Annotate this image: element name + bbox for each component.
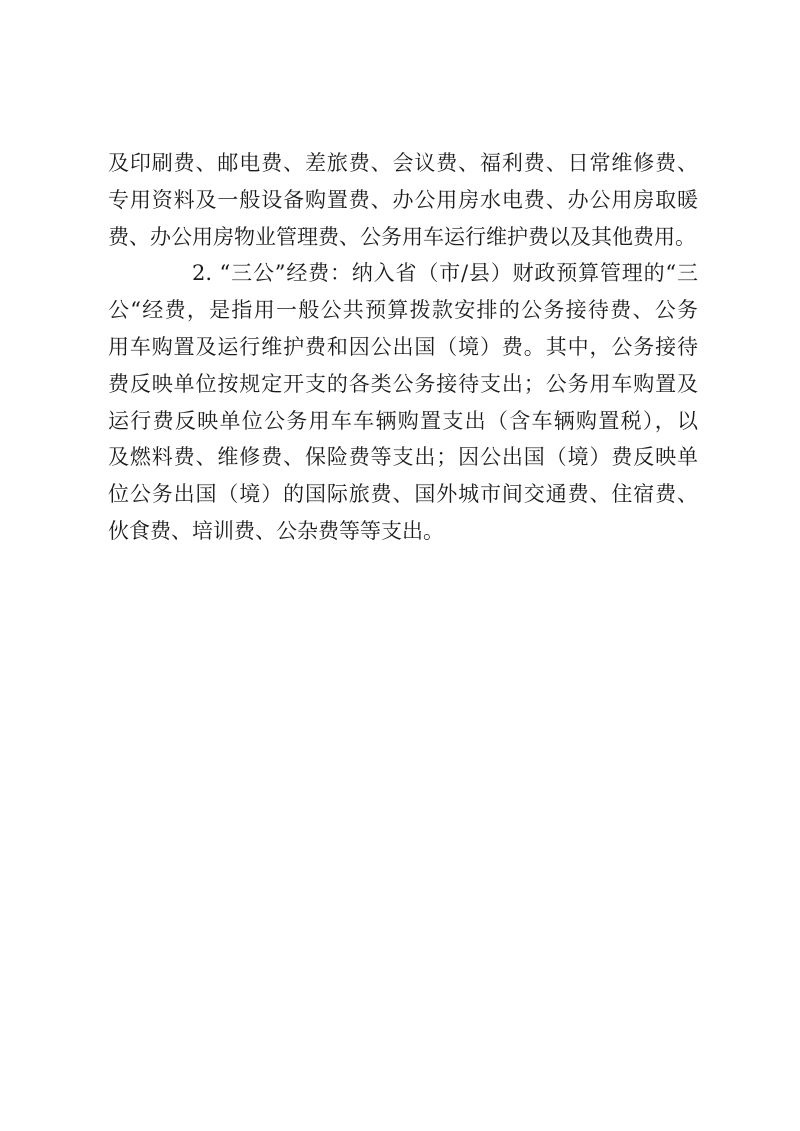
text-line: 费反映单位按规定开支的各类公务接待支出；公务用车购置及 bbox=[108, 371, 698, 396]
text-line: 位公务出国（境）的国际旅费、国外城市间交通费、住宿费、 bbox=[108, 482, 698, 507]
text-line: 公“经费，是指用一般公共预算拨款安排的公务接待费、公务 bbox=[108, 298, 698, 323]
body-text bbox=[108, 145, 698, 550]
text-line: 费、办公用房物业管理费、公务用车运行维护费以及其他费用。 bbox=[108, 224, 696, 249]
text-line: 及燃料费、维修费、保险费等支出；因公出国（境）费反映单 bbox=[108, 445, 698, 470]
text-line: 伙食费、培训费、公杂费等等支出。 bbox=[108, 518, 444, 543]
text-line: 运行费反映单位公务用车车辆购置支出（含车辆购置税），以 bbox=[108, 408, 698, 433]
text-line: 用车购置及运行维护费和因公出国（境）费。其中，公务接待 bbox=[108, 334, 698, 359]
paragraph-start-line: 2. “三公”经费：纳入省（市/县）财政预算管理的“三 bbox=[192, 261, 698, 286]
text-line: 专用资料及一般设备购置费、办公用房水电费、办公用房取暖 bbox=[108, 187, 698, 212]
text-line: 及印刷费、邮电费、差旅费、会议费、福利费、日常维修费、 bbox=[108, 151, 698, 175]
